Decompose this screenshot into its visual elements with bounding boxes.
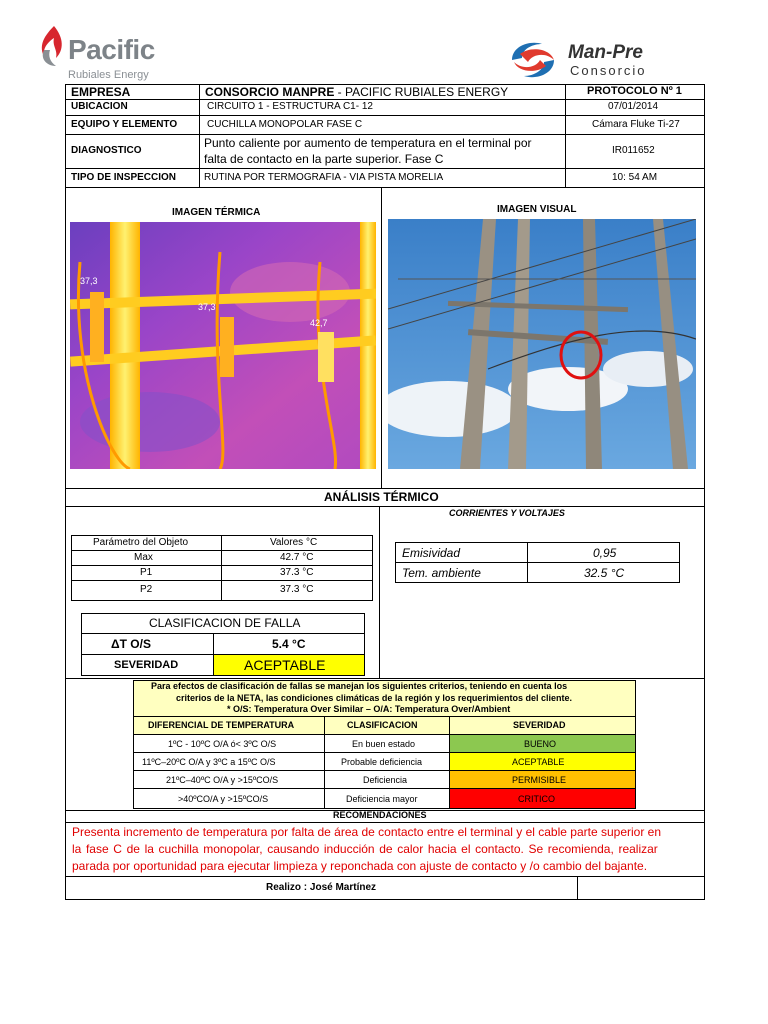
recommendations-title: RECOMENDACIONES xyxy=(333,810,427,820)
emisividad-value-cell xyxy=(527,542,680,563)
diagnostico-value-cell xyxy=(199,134,566,169)
param-row xyxy=(71,565,222,581)
criteria-clas: Deficiencia xyxy=(363,775,408,785)
criteria-row-sev xyxy=(449,734,636,753)
fecha-cell xyxy=(565,99,705,116)
param-value: 42.7 °C xyxy=(280,552,314,563)
criteria-diff: 11ºC–20ºC O/A y 3ºC a 15ºC O/S xyxy=(142,757,276,767)
criteria-header-sev-label: SEVERIDAD xyxy=(513,720,566,730)
severity-label: SEVERIDAD xyxy=(114,659,179,671)
values-header-cell xyxy=(221,535,373,551)
manpre-logo xyxy=(506,38,666,82)
codigo-value: IR011652 xyxy=(612,145,655,156)
criteria-diff: 1ºC - 10ºC O/A ó< 3ºC O/S xyxy=(168,739,277,749)
param-value: 37.3 °C xyxy=(280,567,314,578)
thermal-label-max: 42,7 xyxy=(310,318,328,328)
analysis-title-cell xyxy=(65,488,705,507)
param-name: Max xyxy=(134,552,153,563)
criteria-sev: BUENO xyxy=(524,739,557,749)
delta-label: ΔT O/S xyxy=(111,637,151,651)
emisividad-value: 0,95 xyxy=(593,546,617,560)
thermal-image-title: IMAGEN TÉRMICA xyxy=(172,207,261,218)
images-divider xyxy=(381,187,382,489)
param-name: P2 xyxy=(140,584,153,595)
param-name: P1 xyxy=(140,567,153,578)
emisividad-label: Emisividad xyxy=(402,546,461,560)
camara-cell xyxy=(565,115,705,135)
criteria-clas: Probable deficiencia xyxy=(341,757,423,767)
classification-title: CLASIFICACION DE FALLA xyxy=(149,616,301,630)
diagnostico-line2: falta de contacto en la parte superior. Fase C xyxy=(204,152,444,166)
criteria-row-diff xyxy=(133,770,325,789)
ambiente-label-cell xyxy=(395,562,528,583)
footer-cell xyxy=(65,876,578,900)
equipo-label-cell xyxy=(65,115,200,135)
tipo-value-cell xyxy=(199,168,566,188)
criteria-line1: Para efectos de clasificación de fallas se manejan los siguientes criterios, teniendo en cuenta los xyxy=(151,681,568,691)
recommendations-body xyxy=(65,822,705,877)
ubicacion-value: CIRCUITO 1 - ESTRUCTURA C1- 12 xyxy=(207,101,373,112)
param-header-cell xyxy=(71,535,222,551)
pacific-logo-text: Pacific xyxy=(68,34,155,65)
param-row xyxy=(221,565,373,581)
ambiente-label: Tem. ambiente xyxy=(402,566,481,580)
param-value: 37.3 °C xyxy=(280,584,314,595)
criteria-sev: CRITICO xyxy=(518,794,555,804)
currents-title: CORRIENTES Y VOLTAJES xyxy=(449,508,565,518)
empresa-label: EMPRESA xyxy=(71,85,131,99)
equipo-label: EQUIPO Y ELEMENTO xyxy=(71,119,178,130)
criteria-row-clas xyxy=(324,734,450,753)
criteria-clas: Deficiencia mayor xyxy=(346,794,418,804)
ubicacion-label: UBICACION xyxy=(71,101,128,112)
criteria-diff: >40ºCO/A y >15ºCO/S xyxy=(178,794,269,804)
manpre-logo-subtext: Consorcio xyxy=(570,63,647,78)
criteria-header-clas-label: CLASIFICACION xyxy=(347,720,418,730)
delta-value-cell xyxy=(213,633,365,655)
criteria-header-diff xyxy=(133,716,325,735)
manpre-logo-icon xyxy=(506,38,562,80)
criteria-row-sev xyxy=(449,752,636,771)
criteria-sev: PERMISIBLE xyxy=(512,775,567,785)
recommendations-line1: Presenta incremento de temperatura por falta de área de contacto entre el terminal y el cable parte superior en xyxy=(72,825,662,839)
manpre-logo-text: Man-Pre xyxy=(568,42,643,63)
criteria-row-sev xyxy=(449,770,636,789)
recommendations-line2: la fase C de la cuchilla monopolar, causando inducción de calor hacia el contacto. Se recomienda, realizar xyxy=(72,842,658,856)
criteria-row-clas xyxy=(324,788,450,809)
param-header: Parámetro del Objeto xyxy=(93,537,189,548)
criteria-diff: 21ºC–40ºC O/A y >15ºCO/S xyxy=(166,775,279,785)
pacific-logo-subtext: Rubiales Energy xyxy=(68,69,149,81)
ubicacion-label-cell xyxy=(65,99,200,116)
empresa-value xyxy=(205,85,508,99)
pacific-flame-icon xyxy=(34,24,70,68)
criteria-line2: criterios de la NETA, las condiciones climáticas de la región y los requerimientos del cliente. xyxy=(176,693,572,703)
criteria-row-clas xyxy=(324,770,450,789)
diagnostico-line1: Punto caliente por aumento de temperatura en el terminal por xyxy=(204,136,532,150)
hora-value: 10: 54 AM xyxy=(612,172,658,183)
thermal-label-p2: 37,3 xyxy=(198,302,216,312)
criteria-row-diff xyxy=(133,788,325,809)
criteria-row-clas xyxy=(324,752,450,771)
param-row xyxy=(221,550,373,566)
protocolo-cell xyxy=(565,84,705,100)
param-row xyxy=(71,580,222,601)
empresa-label-cell xyxy=(65,84,200,100)
hora-cell xyxy=(565,168,705,188)
protocolo-number: PROTOCOLO Nº 1 xyxy=(587,85,682,97)
realizo-text: Realizo : José Martínez xyxy=(266,882,377,893)
criteria-row-diff xyxy=(133,734,325,753)
tipo-label-cell xyxy=(65,168,200,188)
ubicacion-value-cell xyxy=(199,99,566,116)
analysis-divider xyxy=(379,506,380,678)
analysis-title: ANÁLISIS TÉRMICO xyxy=(324,490,439,504)
thermal-label-p1: 37,3 xyxy=(80,276,98,286)
visual-image-title: IMAGEN VISUAL xyxy=(497,204,577,215)
criteria-header-sev xyxy=(449,716,636,735)
footer-signature-cell xyxy=(577,876,705,900)
ambiente-value: 32.5 °C xyxy=(584,566,625,580)
diagnostico-label: DIAGNOSTICO xyxy=(71,145,142,156)
equipo-value: CUCHILLA MONOPOLAR FASE C xyxy=(207,119,363,130)
criteria-header-diff-label: DIFERENCIAL DE TEMPERATURA xyxy=(148,720,295,730)
severity-label-cell xyxy=(81,654,214,676)
values-header: Valores °C xyxy=(270,537,318,548)
emisividad-label-cell xyxy=(395,542,528,563)
delta-label-cell xyxy=(81,633,214,655)
delta-value: 5.4 °C xyxy=(272,637,306,651)
empresa-value-cell xyxy=(199,84,566,100)
criteria-header-clas xyxy=(324,716,450,735)
criteria-line3: * O/S: Temperatura Over Similar – O/A: Temperatura Over/Ambient xyxy=(227,704,511,714)
thermal-image xyxy=(70,222,376,469)
severity-value: ACEPTABLE xyxy=(244,657,326,673)
codigo-cell xyxy=(565,134,705,169)
severity-value-cell xyxy=(213,654,365,676)
camara-value: Cámara Fluke Ti-27 xyxy=(592,119,680,130)
param-row xyxy=(221,580,373,601)
empresa-value-bold: CONSORCIO MANPRE xyxy=(205,85,335,99)
pacific-logo xyxy=(34,24,184,82)
tipo-value: RUTINA POR TERMOGRAFIA - VIA PISTA MORELIA xyxy=(204,172,444,183)
diagnostico-label-cell xyxy=(65,134,200,169)
recommendations-line3: parada por oportunidad para ejecutar limpieza y reponchada con ajuste de contacto y /o cambio del bajante. xyxy=(72,859,648,873)
visual-image xyxy=(388,219,696,469)
criteria-clas: En buen estado xyxy=(352,739,416,749)
empresa-value-rest: - PACIFIC RUBIALES ENERGY xyxy=(334,85,509,99)
criteria-sev: ACEPTABLE xyxy=(512,757,565,767)
criteria-row-diff xyxy=(133,752,325,771)
equipo-value-cell xyxy=(199,115,566,135)
fecha-value: 07/01/2014 xyxy=(608,101,659,112)
param-row xyxy=(71,550,222,566)
tipo-label: TIPO DE INSPECCION xyxy=(71,172,177,183)
ambiente-value-cell xyxy=(527,562,680,583)
criteria-row-sev xyxy=(449,788,636,809)
classification-title-cell xyxy=(81,613,365,634)
